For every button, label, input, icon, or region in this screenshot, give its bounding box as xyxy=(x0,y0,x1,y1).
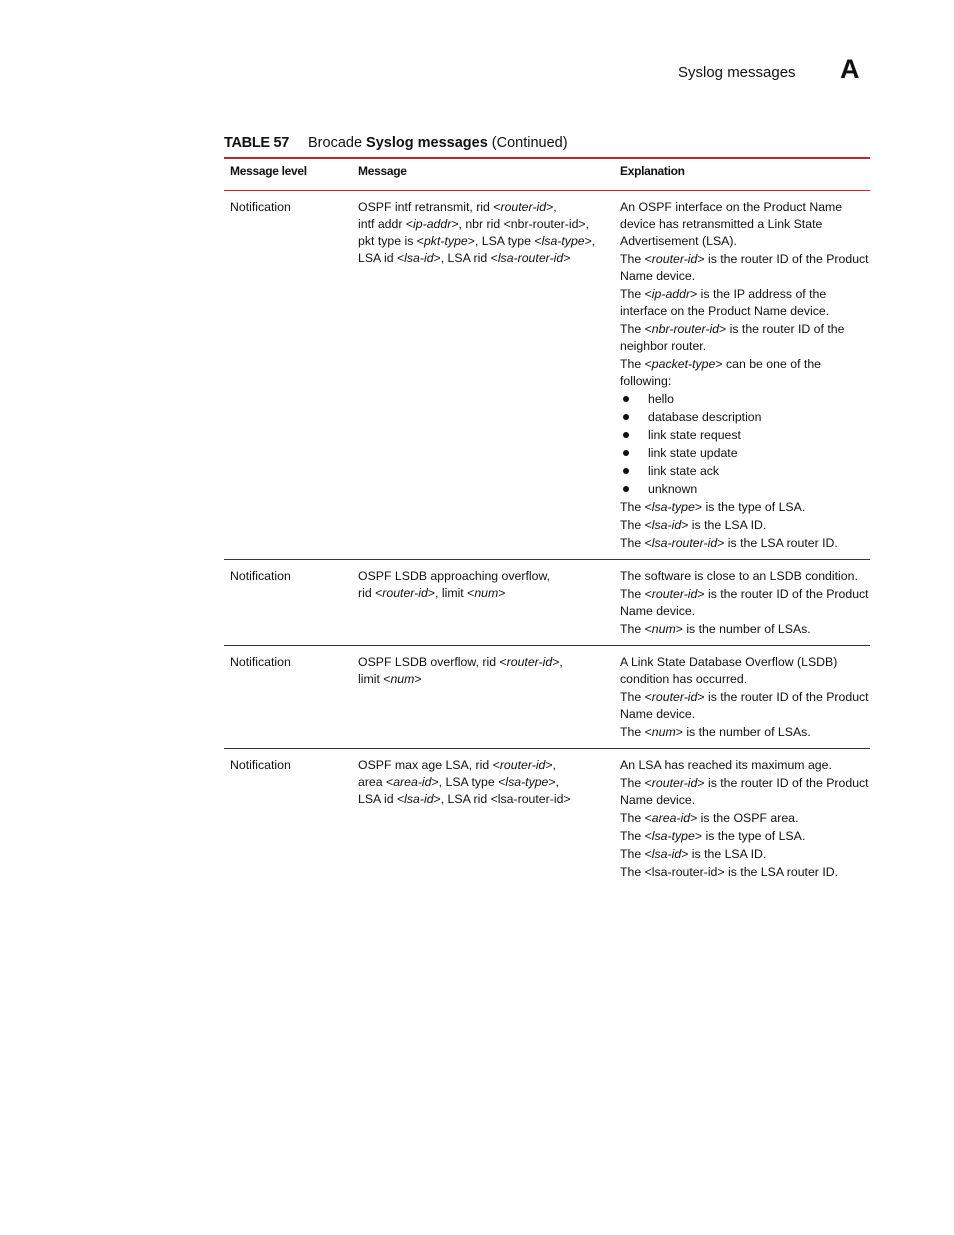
variable-text: ip-addr xyxy=(413,217,452,231)
text-run: > is the router ID of the Product Name device. xyxy=(620,587,869,618)
cell-message-level: Notification xyxy=(224,646,352,749)
text-run: LSA id < xyxy=(358,251,405,265)
table-caption-suffix: (Continued) xyxy=(487,135,568,151)
variable-text: lsa-id xyxy=(404,792,434,806)
list-item: unknown xyxy=(620,481,870,498)
text-run: > xyxy=(498,586,506,600)
packet-type-list xyxy=(620,391,870,498)
text-run: >, LSA rid < xyxy=(433,251,498,265)
explanation-paragraph xyxy=(620,810,870,827)
explanation-paragraph xyxy=(620,724,870,741)
table-header-row xyxy=(224,158,870,191)
text-run: A Link State Database Overflow (LSDB) condition has occurred. xyxy=(620,655,838,686)
running-header-title: Syslog messages xyxy=(678,64,796,81)
explanation-paragraph xyxy=(620,654,870,688)
text-run: > is the router ID of the Product Name device. xyxy=(620,776,869,807)
cell-message xyxy=(352,560,614,646)
variable-text: nbr-router-id xyxy=(651,322,720,336)
explanation-paragraph xyxy=(620,846,870,863)
text-run: >, LSA type < xyxy=(431,775,506,789)
list-item: link state request xyxy=(620,427,870,444)
explanation-paragraph xyxy=(620,689,870,723)
variable-text: router-id xyxy=(506,655,553,669)
explanation-paragraph xyxy=(620,775,870,809)
text-run: > can be one of the following: xyxy=(620,357,822,388)
explanation-paragraph xyxy=(620,621,870,638)
text-run: >, xyxy=(552,655,563,669)
explanation-paragraph xyxy=(620,517,870,534)
text-run: The <lsa-router-id> is the LSA router ID. xyxy=(620,865,839,879)
text-run: > is the type of LSA. xyxy=(694,829,806,843)
variable-text: area-id xyxy=(651,811,691,825)
text-run: > is the router ID of the Product Name device. xyxy=(620,690,869,721)
text-run: > is the router ID of the neighbor router. xyxy=(620,322,845,353)
column-header-message-level: Message level xyxy=(224,158,352,191)
text-run: > xyxy=(563,251,571,265)
text-run: area < xyxy=(358,775,394,789)
column-header-explanation: Explanation xyxy=(614,158,870,191)
text-run: The < xyxy=(620,357,652,371)
text-run: The < xyxy=(620,829,652,843)
text-run: An LSA has reached its maximum age. xyxy=(620,758,832,772)
text-run: The < xyxy=(620,587,652,601)
cell-explanation xyxy=(614,560,870,646)
explanation-paragraph xyxy=(620,199,870,250)
text-run: rid < xyxy=(358,586,383,600)
column-header-message: Message xyxy=(352,158,614,191)
variable-text: lsa-router-id xyxy=(497,251,564,265)
text-run: >, xyxy=(548,775,560,789)
text-run: < xyxy=(493,200,501,214)
table-row xyxy=(224,749,870,889)
text-run: The software is close to an LSDB condition. xyxy=(620,569,858,583)
text-run: OSPF intf retransmit, rid xyxy=(358,200,494,214)
variable-text: lsa-id xyxy=(404,251,434,265)
variable-text: pkt-type xyxy=(423,234,468,248)
text-run: > is the LSA ID. xyxy=(681,518,767,532)
variable-text: lsa-router-id xyxy=(651,536,718,550)
variable-text: num xyxy=(651,622,676,636)
text-run: The < xyxy=(620,536,652,550)
explanation-paragraph xyxy=(620,757,870,774)
variable-text: num xyxy=(390,672,415,686)
explanation-paragraph xyxy=(620,251,870,285)
text-run: The < xyxy=(620,622,652,636)
list-item: link state ack xyxy=(620,463,870,480)
cell-message-level: Notification xyxy=(224,191,352,560)
text-run: OSPF LSDB approaching overflow, xyxy=(358,569,551,583)
variable-text: lsa-id xyxy=(651,847,682,861)
text-run: >, nbr rid <nbr-router-id>, xyxy=(451,217,590,231)
text-run: The < xyxy=(620,322,652,336)
variable-text: router-id xyxy=(651,776,698,790)
explanation-paragraph xyxy=(620,535,870,552)
list-item: link state update xyxy=(620,445,870,462)
text-run: limit < xyxy=(358,672,391,686)
text-run: > xyxy=(414,672,422,686)
text-run: LSA id < xyxy=(358,792,405,806)
appendix-letter: A xyxy=(840,54,860,84)
explanation-paragraph xyxy=(620,499,870,516)
text-run: The < xyxy=(620,811,652,825)
cell-explanation xyxy=(614,749,870,889)
table-caption-bold: Syslog messages xyxy=(366,135,488,151)
text-run: > is the LSA ID. xyxy=(681,847,767,861)
text-run: >, limit < xyxy=(427,586,475,600)
text-run: > is the LSA router ID. xyxy=(717,536,838,550)
explanation-paragraph xyxy=(620,568,870,585)
explanation-paragraph xyxy=(620,356,870,390)
variable-text: lsa-type xyxy=(651,829,695,843)
text-run: > is the type of LSA. xyxy=(694,500,806,514)
variable-text: num xyxy=(651,725,676,739)
text-run: The < xyxy=(620,725,652,739)
text-run: The < xyxy=(620,518,652,532)
variable-text: router-id xyxy=(651,690,698,704)
table-row xyxy=(224,191,870,560)
table-number: TABLE 57 xyxy=(224,135,290,151)
variable-text: lsa-type xyxy=(505,775,549,789)
text-run: > is the router ID of the Product Name device. xyxy=(620,252,869,283)
list-item: database description xyxy=(620,409,870,426)
text-run: OSPF max age LSA, rid < xyxy=(358,758,500,772)
table-row xyxy=(224,646,870,749)
text-run: >, LSA type < xyxy=(467,234,542,248)
variable-text: router-id xyxy=(651,587,698,601)
text-run: The < xyxy=(620,287,652,301)
variable-text: router-id xyxy=(499,758,546,772)
variable-text: lsa-type xyxy=(541,234,585,248)
text-run: OSPF LSDB overflow, rid < xyxy=(358,655,507,669)
variable-text: packet-type xyxy=(651,357,716,371)
text-run: > is the IP address of the interface on the Product Name device. xyxy=(620,287,830,318)
explanation-paragraph xyxy=(620,286,870,320)
variable-text: router-id xyxy=(382,586,428,600)
cell-explanation xyxy=(614,191,870,560)
explanation-paragraph xyxy=(620,321,870,355)
table-body xyxy=(224,191,870,889)
cell-explanation xyxy=(614,646,870,749)
text-run: intf addr < xyxy=(358,217,414,231)
cell-message xyxy=(352,191,614,560)
syslog-messages-table xyxy=(224,157,870,888)
cell-message-level: Notification xyxy=(230,758,291,772)
variable-text: area-id xyxy=(393,775,432,789)
text-run: >, LSA rid <lsa-router-id> xyxy=(433,792,571,806)
text-run: >, xyxy=(545,758,557,772)
text-run: > is the number of LSAs. xyxy=(675,725,811,739)
text-run: >, xyxy=(584,234,596,248)
variable-text: num xyxy=(474,586,499,600)
cell-message xyxy=(352,646,614,749)
text-run: The < xyxy=(620,690,652,704)
explanation-paragraph xyxy=(620,864,870,881)
table-caption-prefix: Brocade xyxy=(308,135,367,151)
table-caption xyxy=(224,135,568,151)
text-run: >, xyxy=(546,200,557,214)
text-run: The < xyxy=(620,252,652,266)
text-run: The < xyxy=(620,500,652,514)
cell-message xyxy=(352,749,614,889)
text-run: pkt type is < xyxy=(358,234,424,248)
text-run: > is the OSPF area. xyxy=(690,811,799,825)
variable-text: router-id xyxy=(500,200,547,214)
cell-message-level: Notification xyxy=(224,560,352,646)
variable-text: router-id xyxy=(651,252,698,266)
explanation-paragraph xyxy=(620,828,870,845)
text-run: > is the number of LSAs. xyxy=(675,622,811,636)
text-run: An OSPF interface on the Product Name device has retransmitted a Link State Advertisement (LSA). xyxy=(620,200,843,248)
explanation-paragraph xyxy=(620,586,870,620)
variable-text: lsa-id xyxy=(651,518,682,532)
list-item: hello xyxy=(620,391,870,408)
variable-text: ip-addr xyxy=(651,287,691,301)
text-run: The < xyxy=(620,776,652,790)
table-row xyxy=(224,560,870,646)
text-run: The < xyxy=(620,847,652,861)
variable-text: lsa-type xyxy=(651,500,695,514)
